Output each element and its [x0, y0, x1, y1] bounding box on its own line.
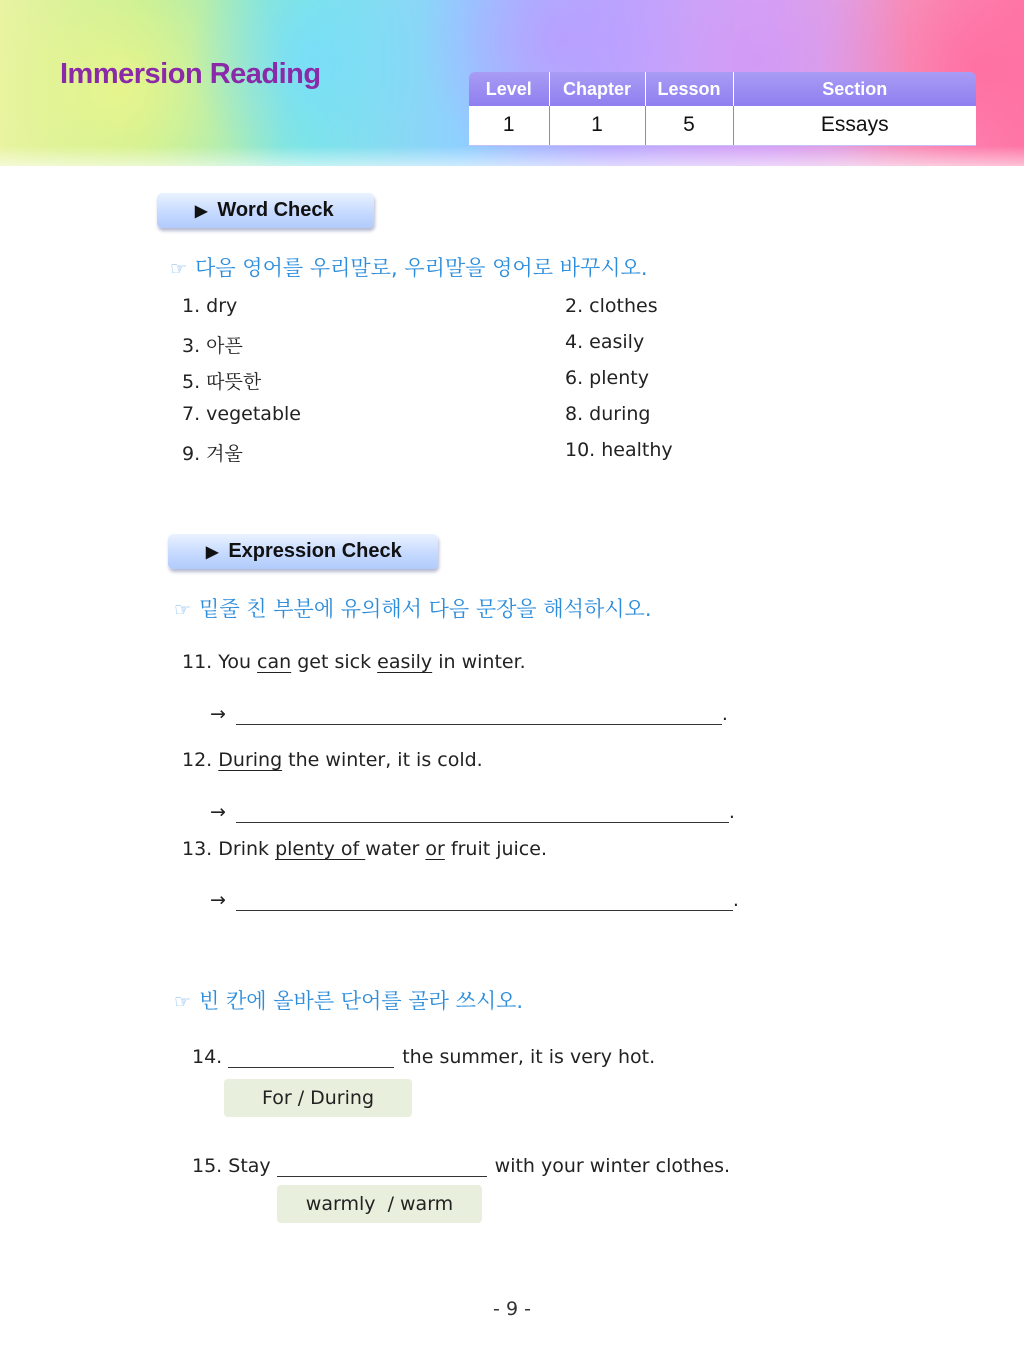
- word-item: 8. during: [565, 403, 651, 425]
- sentence-text: get sick: [291, 651, 378, 673]
- answer-line-11[interactable]: [210, 703, 728, 725]
- fill-blank-instruction: [174, 985, 523, 1015]
- question-15-blank[interactable]: [277, 1159, 487, 1177]
- answer-blank[interactable]: [236, 707, 722, 725]
- section-value: Essays: [733, 106, 976, 145]
- word-item: 9. 겨울: [182, 443, 243, 465]
- sentence-text: fruit juice.: [444, 838, 547, 860]
- word-item: 1. dry: [182, 295, 238, 317]
- answer-blank[interactable]: [236, 893, 733, 911]
- sentence-12: [182, 749, 483, 771]
- underlined-phrase: can: [257, 651, 292, 673]
- sentence-11: [182, 651, 526, 673]
- sentence-text: in winter.: [432, 651, 526, 673]
- answer-period: .: [732, 889, 739, 911]
- brand-title: Immersion Reading: [60, 58, 321, 90]
- lesson-value: 5: [645, 106, 733, 145]
- answer-line-12[interactable]: [210, 801, 735, 823]
- question-14-prefix: 14.: [192, 1046, 223, 1068]
- pointing-hand-icon: ☞: [170, 258, 188, 280]
- underlined-phrase: or: [425, 838, 445, 860]
- arrow-icon: →: [210, 889, 226, 911]
- word-item: 10. healthy: [565, 439, 673, 461]
- question-15-prefix: 15. Stay: [192, 1155, 271, 1177]
- sentence-text: 12.: [182, 749, 219, 771]
- play-arrow-icon: ▶: [195, 202, 208, 220]
- sentence-text: 13. Drink: [182, 838, 276, 860]
- word-check-instruction: [170, 252, 648, 282]
- question-14-choices: For / During: [224, 1079, 412, 1117]
- level-header: Level: [469, 72, 549, 106]
- arrow-icon: →: [210, 703, 226, 725]
- question-15-choices: warmly / warm: [277, 1185, 482, 1223]
- underlined-phrase: plenty of: [275, 838, 366, 860]
- answer-line-13[interactable]: [210, 889, 739, 911]
- answer-period: .: [721, 703, 728, 725]
- sentence-text: the winter, it is cold.: [282, 749, 483, 771]
- pointing-hand-icon: ☞: [174, 599, 192, 621]
- section-header: Section: [733, 72, 976, 106]
- question-14-suffix: the summer, it is very hot.: [402, 1046, 656, 1068]
- word-item: 6. plenty: [565, 367, 649, 389]
- word-item: 5. 따뜻한: [182, 371, 262, 393]
- question-14-blank[interactable]: [228, 1050, 394, 1068]
- expression-check-instruction-text: 밑줄 친 부분에 유의해서 다음 문장을 해석하시오.: [199, 597, 652, 621]
- sentence-text: 11. You: [182, 651, 258, 673]
- level-value: 1: [469, 106, 549, 145]
- word-check-tag: [157, 193, 374, 228]
- chapter-header: Chapter: [549, 72, 645, 106]
- word-check-title: Word Check: [217, 199, 334, 221]
- word-check-instruction-text: 다음 영어를 우리말로, 우리말을 영어로 바꾸시오.: [195, 256, 648, 280]
- question-14: [192, 1046, 655, 1068]
- expression-check-instruction: [174, 593, 652, 623]
- expression-check-title: Expression Check: [228, 540, 402, 562]
- lesson-info-table: [469, 72, 976, 146]
- underlined-phrase: During: [218, 749, 283, 771]
- page-header: [0, 0, 1024, 166]
- word-item: 2. clothes: [565, 295, 658, 317]
- lesson-header: Lesson: [645, 72, 733, 106]
- word-item: 7. vegetable: [182, 403, 301, 425]
- pointing-hand-icon: ☞: [174, 991, 192, 1013]
- word-item: 3. 아픈: [182, 335, 243, 357]
- question-15: [192, 1155, 730, 1177]
- chapter-value: 1: [549, 106, 645, 145]
- sentence-text: water: [365, 838, 426, 860]
- page-number: - 9 -: [493, 1298, 531, 1320]
- underlined-phrase: easily: [377, 651, 433, 673]
- word-item: 4. easily: [565, 331, 645, 353]
- arrow-icon: →: [210, 801, 226, 823]
- question-15-suffix: with your winter clothes.: [494, 1155, 731, 1177]
- fill-blank-instruction-text: 빈 칸에 올바른 단어를 골라 쓰시오.: [199, 989, 524, 1013]
- answer-period: .: [728, 801, 735, 823]
- sentence-13: [182, 838, 547, 860]
- play-arrow-icon: ▶: [206, 543, 219, 561]
- answer-blank[interactable]: [236, 805, 729, 823]
- expression-check-tag: [168, 534, 438, 569]
